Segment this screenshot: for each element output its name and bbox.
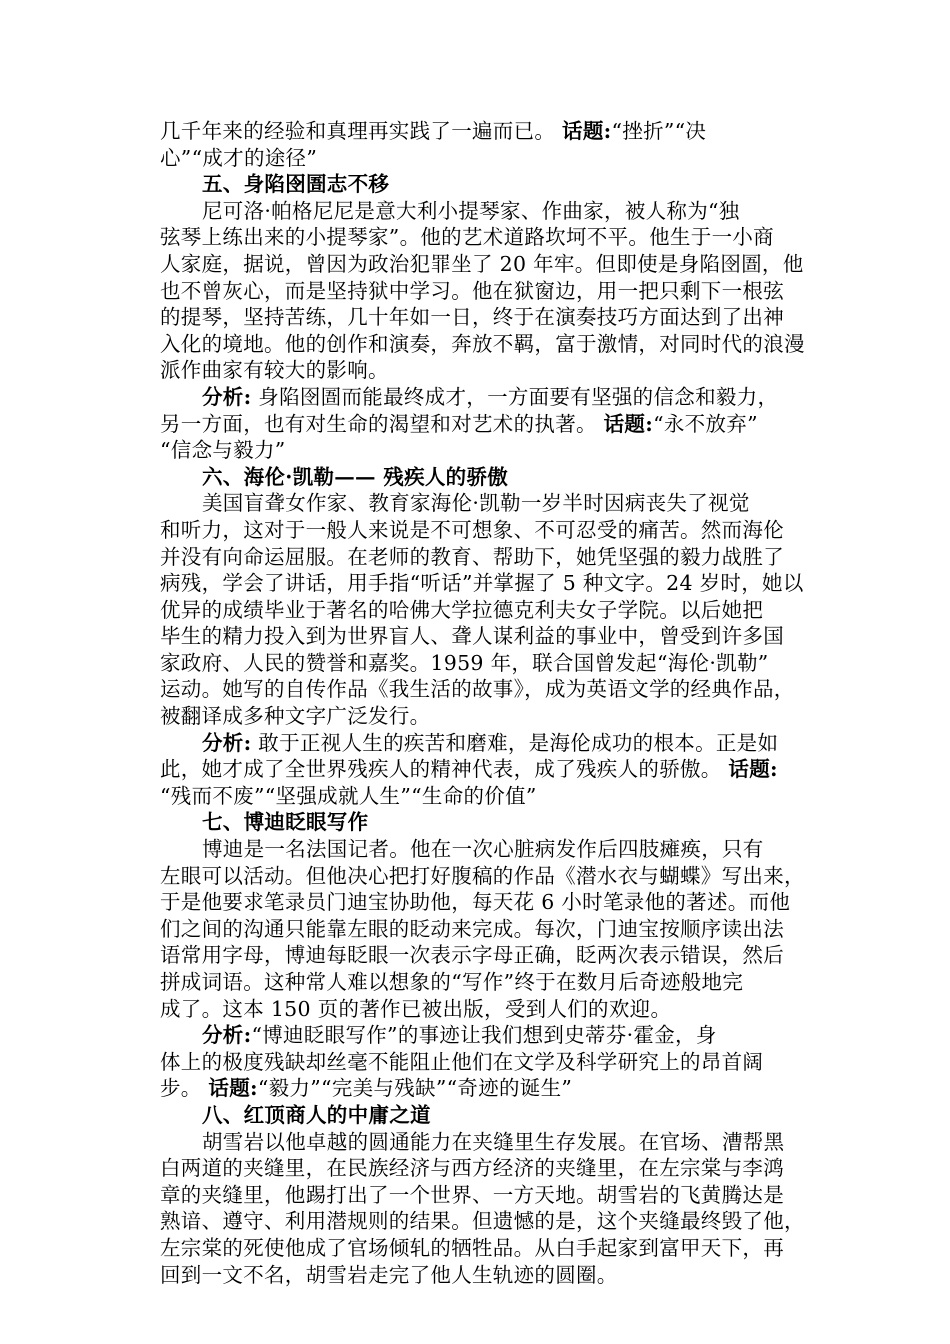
label-text: 分析:	[202, 1023, 252, 1048]
label-text: 分析:	[202, 730, 252, 755]
body-text: 优异的成绩毕业于著名的哈佛大学拉德克利夫女子学院。以后她把	[160, 597, 764, 622]
text-line	[160, 863, 818, 890]
text-line	[160, 916, 818, 943]
text-line	[160, 384, 818, 411]
body-text: 们之间的沟通只能靠左眼的眨动来完成。每次，门迪宝按顺序读出法	[160, 916, 784, 941]
text-line	[160, 1129, 818, 1156]
text-line	[160, 969, 818, 996]
body-text: 并没有向命运屈服。在老师的教育、帮助下，她凭坚强的毅力战胜了	[160, 544, 784, 569]
text-line	[160, 1262, 818, 1289]
text-line	[160, 304, 818, 331]
label-text: 话题:	[603, 411, 654, 436]
body-text: “信念与毅力”	[160, 438, 286, 463]
text-line	[160, 490, 818, 517]
text-line	[160, 118, 818, 145]
body-text: 步。	[160, 1076, 209, 1101]
section-heading	[160, 1102, 818, 1129]
text-line	[160, 517, 818, 544]
text-line	[160, 756, 818, 783]
body-text: 被翻译成多种文字广泛发行。	[160, 704, 431, 729]
text-line	[160, 996, 818, 1023]
text-line	[160, 544, 818, 571]
text-line	[160, 437, 818, 464]
body-text: “残而不废”“坚强成就人生”“生命的价值”	[160, 783, 537, 808]
text-line	[160, 1182, 818, 1209]
body-text: 于是他要求笔录员门迪宝协助他，每天花 6 小时笔录他的著述。而他	[160, 890, 791, 915]
label-text: 话题:	[208, 1076, 258, 1101]
body-text: “博迪眨眼写作”的事迹让我们想到史蒂芬·霍金，身	[251, 1023, 717, 1048]
text-line	[160, 1049, 818, 1076]
body-text: 章的夹缝里，他踢打出了一个世界、一方天地。胡雪岩的飞黄腾达是	[160, 1182, 784, 1207]
text-line	[160, 676, 818, 703]
text-line	[160, 224, 818, 251]
body-text: “挫折”“决	[611, 119, 707, 143]
document-body	[160, 118, 818, 1288]
label-text: 话题:	[562, 119, 612, 143]
body-text: 五、身陷囹圄志不移	[202, 172, 390, 197]
text-line	[160, 198, 818, 225]
body-text: 毕生的精力投入到为世界盲人、聋人谋利益的事业中，曾受到许多国	[160, 624, 784, 649]
body-text: 左眼可以活动。但他决心把打好腹稿的作品《潜水衣与蝴蝶》写出来，	[160, 863, 805, 888]
text-line	[160, 1075, 818, 1102]
body-text: 运动。她写的自传作品《我生活的故事》，成为英语文学的经典作品，	[160, 677, 795, 702]
text-line	[160, 145, 818, 172]
body-text: 病残，学会了讲话，用手指“听话”并掌握了 5 种文字。24 岁时，她以	[160, 571, 804, 596]
text-line	[160, 251, 818, 278]
body-text: 派作曲家有较大的影响。	[160, 358, 389, 383]
body-text: 八、红顶商人的中庸之道	[202, 1102, 431, 1127]
body-text: 心”“成才的途径”	[160, 145, 318, 170]
text-line	[160, 650, 818, 677]
label-text: 分析:	[202, 384, 252, 409]
text-line	[160, 1155, 818, 1182]
text-line	[160, 597, 818, 624]
body-text: 六、海伦·凯勒—— 残疾人的骄傲	[202, 464, 509, 489]
body-text: 几千年来的经验和真理再实践了一遍而已。	[160, 119, 563, 143]
body-text: 胡雪岩以他卓越的圆通能力在夹缝里生存发展。在官场、漕帮黑	[202, 1129, 785, 1154]
body-text: 回到一文不名，胡雪岩走完了他人生轨迹的圆圈。	[160, 1262, 618, 1287]
body-text: 另一方面，也有对生命的渴望和对艺术的执著。	[160, 411, 604, 436]
text-line	[160, 703, 818, 730]
body-text: 尼可洛·帕格尼尼是意大利小提琴家、作曲家，被人称为“独	[202, 198, 740, 223]
text-line	[160, 889, 818, 916]
text-line	[160, 570, 818, 597]
body-text: 人家庭，据说，曾因为政治犯罪坐了 20 年牢。但即使是身陷囹圄，他	[160, 251, 804, 276]
section-heading	[160, 464, 818, 491]
text-line	[160, 942, 818, 969]
text-line	[160, 331, 818, 358]
body-text: “永不放弃”	[653, 411, 758, 436]
section-heading	[160, 171, 818, 198]
body-text: 和听力，这对于一般人来说是不可想象、不可忍受的痛苦。然而海伦	[160, 517, 784, 542]
text-line	[160, 623, 818, 650]
body-text: 敢于正视人生的疾苦和磨难，是海伦成功的根本。正是如	[251, 730, 779, 755]
text-line	[160, 783, 818, 810]
text-line	[160, 836, 818, 863]
label-text: 话题:	[728, 757, 778, 782]
text-line	[160, 1022, 818, 1049]
body-text: 入化的境地。他的创作和演奏，奔放不羁，富于激情，对同时代的浪漫	[160, 331, 805, 356]
body-text: “毅力”“完美与残缺”“奇迹的诞生”	[257, 1076, 573, 1101]
body-text: 弦琴上练出来的小提琴家”。他的艺术道路坎坷不平。他生于一小商	[160, 225, 774, 250]
body-text: 白两道的夹缝里，在民族经济与西方经济的夹缝里，在左宗棠与李鸿	[160, 1156, 784, 1181]
body-text: 熟谙、遵守、利用潜规则的结果。但遗憾的是，这个夹缝最终毁了他，	[160, 1209, 805, 1234]
body-text: 七、博迪眨眼写作	[202, 810, 369, 835]
body-text: 体上的极度残缺却丝毫不能阻止他们在文学及科学研究上的昂首阔	[160, 1049, 764, 1074]
text-line	[160, 278, 818, 305]
body-text: 博迪是一名法国记者。他在一次心脏病发作后四肢瘫痪，只有	[202, 837, 764, 862]
body-text: 家政府、人民的赞誉和嘉奖。1959 年，联合国曾发起“海伦·凯勒”	[160, 650, 769, 675]
text-line	[160, 357, 818, 384]
section-heading	[160, 809, 818, 836]
body-text: 美国盲聋女作家、教育家海伦·凯勒一岁半时因病丧失了视觉	[202, 491, 750, 516]
body-text: 也不曾灰心，而是坚持狱中学习。他在狱窗边，用一把只剩下一根弦	[160, 278, 784, 303]
text-line	[160, 730, 818, 757]
body-text: 成了。这本 150 页的著作已被出版，受到人们的欢迎。	[160, 996, 672, 1021]
body-text: 的提琴，坚持苦练，几十年如一日，终于在演奏技巧方面达到了出神	[160, 305, 784, 330]
body-text: 拼成词语。这种常人难以想象的“写作”终于在数月后奇迹般地完	[160, 970, 744, 994]
body-text: 身陷囹圄而能最终成才，一方面要有坚强的信念和毅力，	[251, 384, 779, 409]
body-text: 语常用字母，博迪每眨眼一次表示字母正确，眨两次表示错误，然后	[160, 943, 784, 968]
text-line	[160, 411, 818, 438]
body-text: 左宗棠的死使他成了官场倾轧的牺牲品。从白手起家到富甲天下，再	[160, 1235, 784, 1260]
text-line	[160, 1208, 818, 1235]
body-text: 此，她才成了全世界残疾人的精神代表，成了残疾人的骄傲。	[160, 757, 729, 782]
text-line	[160, 1235, 818, 1262]
